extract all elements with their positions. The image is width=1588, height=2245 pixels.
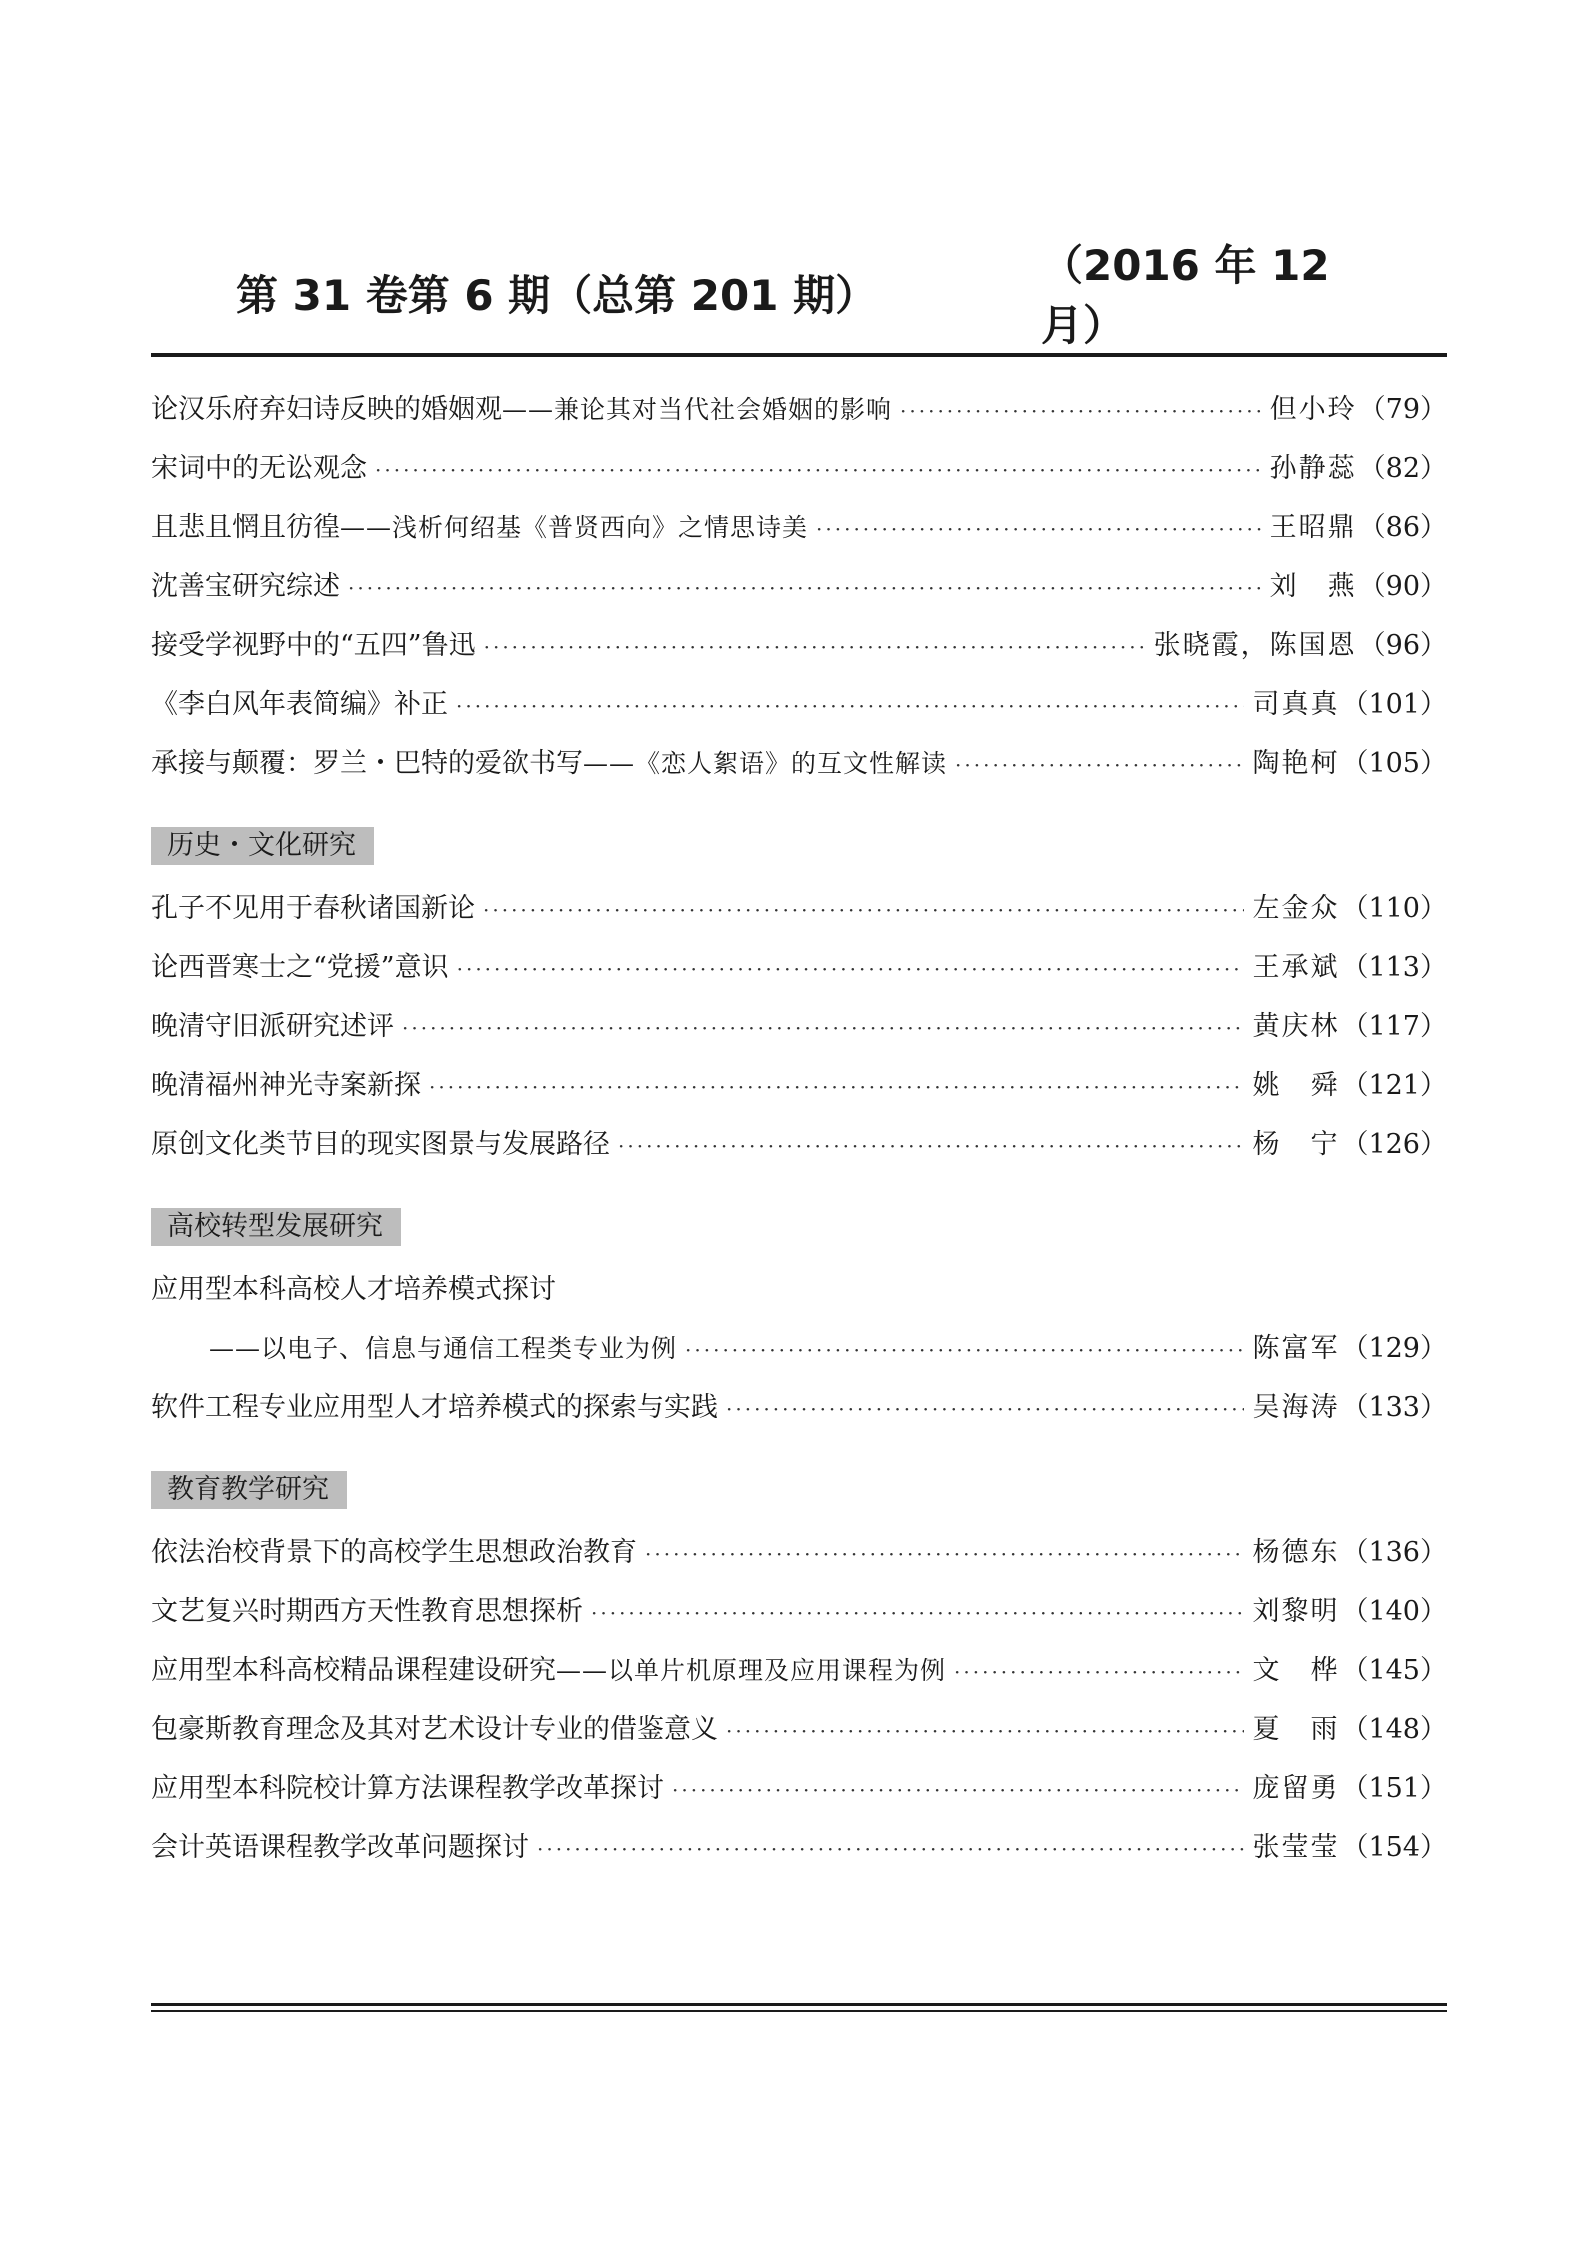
entry-author: 杨德东 bbox=[1252, 1537, 1340, 1568]
entry-author: 姚 舜 bbox=[1252, 1070, 1340, 1101]
toc-entry[interactable] bbox=[151, 675, 1447, 734]
entry-author: 杨 宁 bbox=[1252, 1129, 1340, 1160]
dot-leader bbox=[618, 1117, 1244, 1176]
entry-page-number: （101） bbox=[1341, 689, 1447, 720]
entry-main-title: 接受学视野中的“五四”鲁迅 bbox=[151, 630, 476, 661]
entry-title bbox=[151, 1818, 529, 1877]
entry-page-number: （105） bbox=[1341, 748, 1447, 779]
entry-main-title: 应用型本科高校精品课程建设研究 bbox=[151, 1655, 556, 1686]
entry-main-title: 包豪斯教育理念及其对艺术设计专业的借鉴意义 bbox=[151, 1714, 718, 1745]
page-header bbox=[236, 241, 1356, 350]
entry-subtitle: ——以电子、信息与通信工程类专业为例 bbox=[209, 1334, 678, 1363]
toc-entry[interactable] bbox=[151, 1319, 1447, 1378]
dot-leader bbox=[816, 500, 1262, 559]
dot-leader bbox=[672, 1761, 1244, 1820]
entry-main-title: 且悲且惘且彷徨 bbox=[151, 512, 340, 543]
toc-entry[interactable] bbox=[151, 1523, 1447, 1582]
toc-section bbox=[151, 827, 1447, 1174]
entry-page-number: （151） bbox=[1341, 1773, 1447, 1804]
section-heading: 历史・文化研究 bbox=[151, 827, 374, 865]
entry-main-title: 会计英语课程教学改革问题探讨 bbox=[151, 1832, 529, 1863]
entry-title bbox=[151, 997, 394, 1056]
dot-leader bbox=[456, 677, 1244, 736]
entry-author: 但小玲 bbox=[1269, 394, 1357, 425]
toc-entry[interactable] bbox=[151, 1641, 1447, 1700]
entry-page-number: （145） bbox=[1341, 1655, 1447, 1686]
entry-title bbox=[151, 380, 892, 439]
entry-page-number: （121） bbox=[1341, 1070, 1447, 1101]
entry-title bbox=[151, 557, 340, 616]
entry-subtitle: ——以单片机原理及应用课程为例 bbox=[556, 1656, 947, 1685]
entry-main-title: 依法治校背景下的高校学生思想政治教育 bbox=[151, 1537, 637, 1568]
toc-entry[interactable] bbox=[151, 879, 1447, 938]
dot-leader bbox=[483, 881, 1244, 940]
toc-entry[interactable] bbox=[151, 1759, 1447, 1818]
toc-entry[interactable] bbox=[151, 1700, 1447, 1759]
toc-entry[interactable] bbox=[151, 616, 1447, 675]
section-heading: 高校转型发展研究 bbox=[151, 1208, 401, 1246]
entry-author: 司真真 bbox=[1252, 689, 1340, 720]
entry-author: 黄庆林 bbox=[1252, 1011, 1340, 1042]
entry-main-title: 应用型本科院校计算方法课程教学改革探讨 bbox=[151, 1773, 664, 1804]
dot-leader bbox=[955, 736, 1244, 795]
entry-author: 王昭鼎 bbox=[1269, 512, 1357, 543]
entry-main-title: 沈善宝研究综述 bbox=[151, 571, 340, 602]
dot-leader bbox=[537, 1820, 1244, 1879]
table-of-contents bbox=[151, 380, 1447, 1877]
entry-subtitle: ——浅析何绍基《普贤西向》之情思诗美 bbox=[340, 513, 809, 542]
entry-main-title: 应用型本科高校人才培养模式探讨 bbox=[151, 1274, 556, 1305]
toc-entry[interactable] bbox=[151, 1818, 1447, 1877]
entry-title bbox=[151, 498, 808, 557]
entry-author: 文 桦 bbox=[1252, 1655, 1340, 1686]
entry-page-number: （129） bbox=[1341, 1333, 1447, 1364]
entry-main-title: 《李白风年表简编》补正 bbox=[151, 689, 448, 720]
dot-leader bbox=[591, 1584, 1244, 1643]
entry-main-title: 软件工程专业应用型人才培养模式的探索与实践 bbox=[151, 1392, 718, 1423]
dot-leader bbox=[685, 1321, 1244, 1380]
toc-entry[interactable] bbox=[151, 439, 1447, 498]
entry-title bbox=[151, 616, 476, 675]
toc-entry[interactable] bbox=[151, 498, 1447, 557]
entry-page-number: （126） bbox=[1341, 1129, 1447, 1160]
entry-author: 刘黎明 bbox=[1252, 1596, 1340, 1627]
toc-entry[interactable] bbox=[151, 1582, 1447, 1641]
entry-main-title: 承接与颠覆：罗兰・巴特的爱欲书写 bbox=[151, 748, 583, 779]
entry-subtitle: ——兼论其对当代社会婚姻的影响 bbox=[502, 395, 893, 424]
entry-page-number: （110） bbox=[1341, 893, 1447, 924]
entry-author: 庞留勇 bbox=[1252, 1773, 1340, 1804]
entry-author: 王承斌 bbox=[1252, 952, 1340, 983]
entry-author: 张莹莹 bbox=[1252, 1832, 1340, 1863]
entry-page-number: （79） bbox=[1358, 394, 1447, 425]
toc-entry[interactable] bbox=[151, 734, 1447, 793]
entry-page-number: （154） bbox=[1341, 1832, 1447, 1863]
toc-section bbox=[151, 1471, 1447, 1877]
entry-main-title: 宋词中的无讼观念 bbox=[151, 453, 367, 484]
dot-leader bbox=[429, 1058, 1244, 1117]
dot-leader bbox=[645, 1525, 1244, 1584]
entry-page-number: （90） bbox=[1358, 571, 1447, 602]
entry-page-number: （148） bbox=[1341, 1714, 1447, 1745]
entry-title bbox=[151, 439, 367, 498]
entry-title bbox=[151, 734, 947, 793]
entry-main-title: 晚清福州神光寺案新探 bbox=[151, 1070, 421, 1101]
entry-main-title: 论汉乐府弃妇诗反映的婚姻观 bbox=[151, 394, 502, 425]
footer-double-rule bbox=[151, 2003, 1447, 2012]
dot-leader bbox=[726, 1702, 1244, 1761]
toc-entry[interactable] bbox=[151, 557, 1447, 616]
dot-leader bbox=[726, 1380, 1244, 1439]
toc-entry[interactable] bbox=[151, 1378, 1447, 1437]
entry-title bbox=[209, 1319, 677, 1378]
entry-main-title: 原创文化类节目的现实图景与发展路径 bbox=[151, 1129, 610, 1160]
toc-entry[interactable] bbox=[151, 1056, 1447, 1115]
dot-leader bbox=[457, 940, 1245, 999]
entry-title bbox=[151, 1378, 718, 1437]
entry-title bbox=[151, 1700, 718, 1759]
entry-subtitle: ——《恋人絮语》的互文性解读 bbox=[583, 749, 948, 778]
entry-main-title: 孔子不见用于春秋诸国新论 bbox=[151, 893, 475, 924]
dot-leader bbox=[954, 1643, 1244, 1702]
entry-author: 夏 雨 bbox=[1252, 1714, 1340, 1745]
entry-author: 刘 燕 bbox=[1269, 571, 1357, 602]
dot-leader bbox=[375, 441, 1262, 500]
issue-volume: 第 31 卷第 6 期（总第 201 期） bbox=[236, 271, 878, 320]
entry-author: 左金众 bbox=[1252, 893, 1340, 924]
section-heading: 教育教学研究 bbox=[151, 1471, 347, 1509]
toc-entry[interactable] bbox=[151, 1115, 1447, 1174]
entry-page-number: （96） bbox=[1358, 630, 1447, 661]
entry-title bbox=[151, 1115, 610, 1174]
entry-page-number: （117） bbox=[1341, 1011, 1447, 1042]
entry-page-number: （140） bbox=[1341, 1596, 1447, 1627]
toc-entry[interactable] bbox=[151, 997, 1447, 1056]
entry-author: 张晓霞，陈国恩 bbox=[1153, 630, 1357, 661]
entry-title bbox=[151, 1056, 421, 1115]
entry-page-number: （86） bbox=[1358, 512, 1447, 543]
entry-main-title: 晚清守旧派研究述评 bbox=[151, 1011, 394, 1042]
entry-title bbox=[151, 938, 449, 997]
dot-leader bbox=[900, 382, 1262, 441]
issue-date: （2016 年 12 月） bbox=[1041, 241, 1330, 350]
entry-page-number: （133） bbox=[1341, 1392, 1447, 1423]
entry-author: 孙静蕊 bbox=[1269, 453, 1357, 484]
toc-entry[interactable] bbox=[151, 380, 1447, 439]
entry-title bbox=[151, 879, 475, 938]
entry-title bbox=[151, 1641, 946, 1700]
entry-author: 陈富军 bbox=[1252, 1333, 1340, 1364]
toc-section bbox=[151, 380, 1447, 793]
toc-section bbox=[151, 1208, 1447, 1437]
entry-title bbox=[151, 1523, 637, 1582]
dot-leader bbox=[348, 559, 1262, 618]
toc-entry[interactable] bbox=[151, 938, 1447, 997]
entry-page-number: （82） bbox=[1358, 453, 1447, 484]
entry-title bbox=[151, 675, 448, 734]
entry-main-title: 论西晋寒士之“党援”意识 bbox=[151, 952, 449, 983]
entry-author: 吴海涛 bbox=[1252, 1392, 1340, 1423]
entry-main-title: 文艺复兴时期西方天性教育思想探析 bbox=[151, 1596, 583, 1627]
entry-title bbox=[151, 1759, 664, 1818]
dot-leader bbox=[402, 999, 1244, 1058]
toc-entry[interactable] bbox=[151, 1260, 1447, 1319]
entry-page-number: （136） bbox=[1341, 1537, 1447, 1568]
entry-title bbox=[151, 1582, 583, 1641]
entry-title bbox=[151, 1260, 1447, 1319]
entry-author: 陶艳柯 bbox=[1252, 748, 1340, 779]
dot-leader bbox=[484, 618, 1146, 677]
entry-page-number: （113） bbox=[1341, 952, 1447, 983]
header-rule bbox=[151, 353, 1447, 357]
